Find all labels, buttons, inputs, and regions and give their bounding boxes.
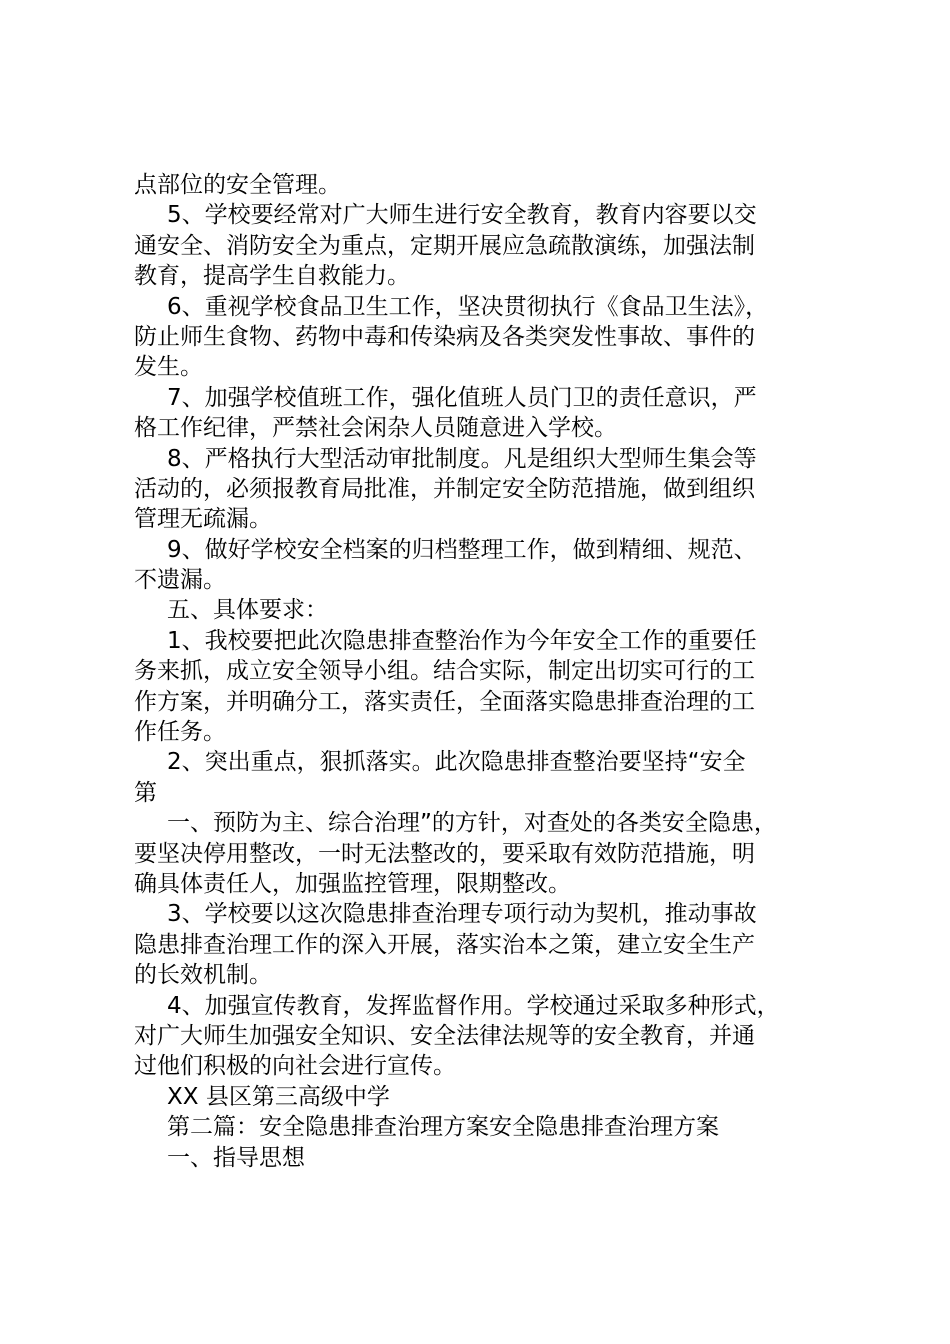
text-line: 作任务。 [134, 719, 226, 746]
text-line: 1、我校要把此次隐患排查整治作为今年安全工作的重要任 [167, 627, 757, 654]
text-line: 五、具体要求： [167, 597, 328, 624]
text-line: 隐患排查治理工作的深入开展，落实治本之策，建立安全生产 [134, 931, 755, 958]
text-line: 一、指导思想 [167, 1144, 305, 1171]
text-line: 通安全、消防安全为重点，定期开展应急疏散演练，加强法制 [134, 232, 755, 259]
text-line: 不遗漏。 [134, 567, 226, 594]
text-line: XX 县区第三高级中学 [167, 1083, 390, 1110]
text-line: 6、重视学校食品卫生工作，坚决贯彻执行《食品卫生法》， [167, 293, 769, 320]
text-line: 7、加强学校值班工作，强化值班人员门卫的责任意识，严 [167, 384, 757, 411]
text-line: 发生。 [134, 354, 203, 381]
text-line: 点部位的安全管理。 [134, 172, 341, 198]
text-line: 9、做好学校安全档案的归档整理工作，做到精细、规范、 [167, 536, 757, 563]
text-line: 活动的，必须报教育局批准，并制定安全防范措施，做到组织 [134, 475, 755, 502]
document-body [134, 170, 834, 1173]
text-line: 要坚决停用整改，一时无法整改的，要采取有效防范措施，明 [134, 840, 755, 867]
text-line: 第 [134, 779, 157, 806]
text-line: 格工作纪律，严禁社会闲杂人员随意进入学校。 [134, 415, 617, 442]
text-line: 作方案，并明确分工，落实责任，全面落实隐患排查治理的工 [134, 688, 755, 715]
text-line: 对广大师生加强安全知识、安全法律法规等的安全教育，并通 [134, 1022, 755, 1049]
text-line: 过他们积极的向社会进行宣传。 [134, 1053, 456, 1080]
text-line: 的长效机制。 [134, 962, 272, 989]
text-line: 5、学校要经常对广大师生进行安全教育，教育内容要以交 [167, 202, 757, 229]
text-line: 一、预防为主、综合治理”的方针，对查处的各类安全隐患， [167, 810, 777, 837]
text-line: 管理无疏漏。 [134, 506, 272, 533]
text-line: 确具体责任人，加强监控管理，限期整改。 [134, 870, 571, 897]
text-line: 4、加强宣传教育，发挥监督作用。学校通过采取多种形式， [167, 992, 780, 1019]
text-line: 第二篇：安全隐患排查治理方案安全隐患排查治理方案 [167, 1114, 719, 1141]
text-line: 3、学校要以这次隐患排查治理专项行动为契机，推动事故 [167, 901, 757, 928]
text-line: 8、严格执行大型活动审批制度。凡是组织大型师生集会等 [167, 445, 757, 472]
text-line: 防止师生食物、药物中毒和传染病及各类突发性事故、事件的 [134, 323, 755, 350]
text-line: 2、突出重点，狠抓落实。此次隐患排查整治要坚持“安全 [167, 749, 746, 776]
text-line: 务来抓，成立安全领导小组。结合实际，制定出切实可行的工 [134, 658, 755, 685]
text-line: 教育，提高学生自救能力。 [134, 263, 410, 290]
